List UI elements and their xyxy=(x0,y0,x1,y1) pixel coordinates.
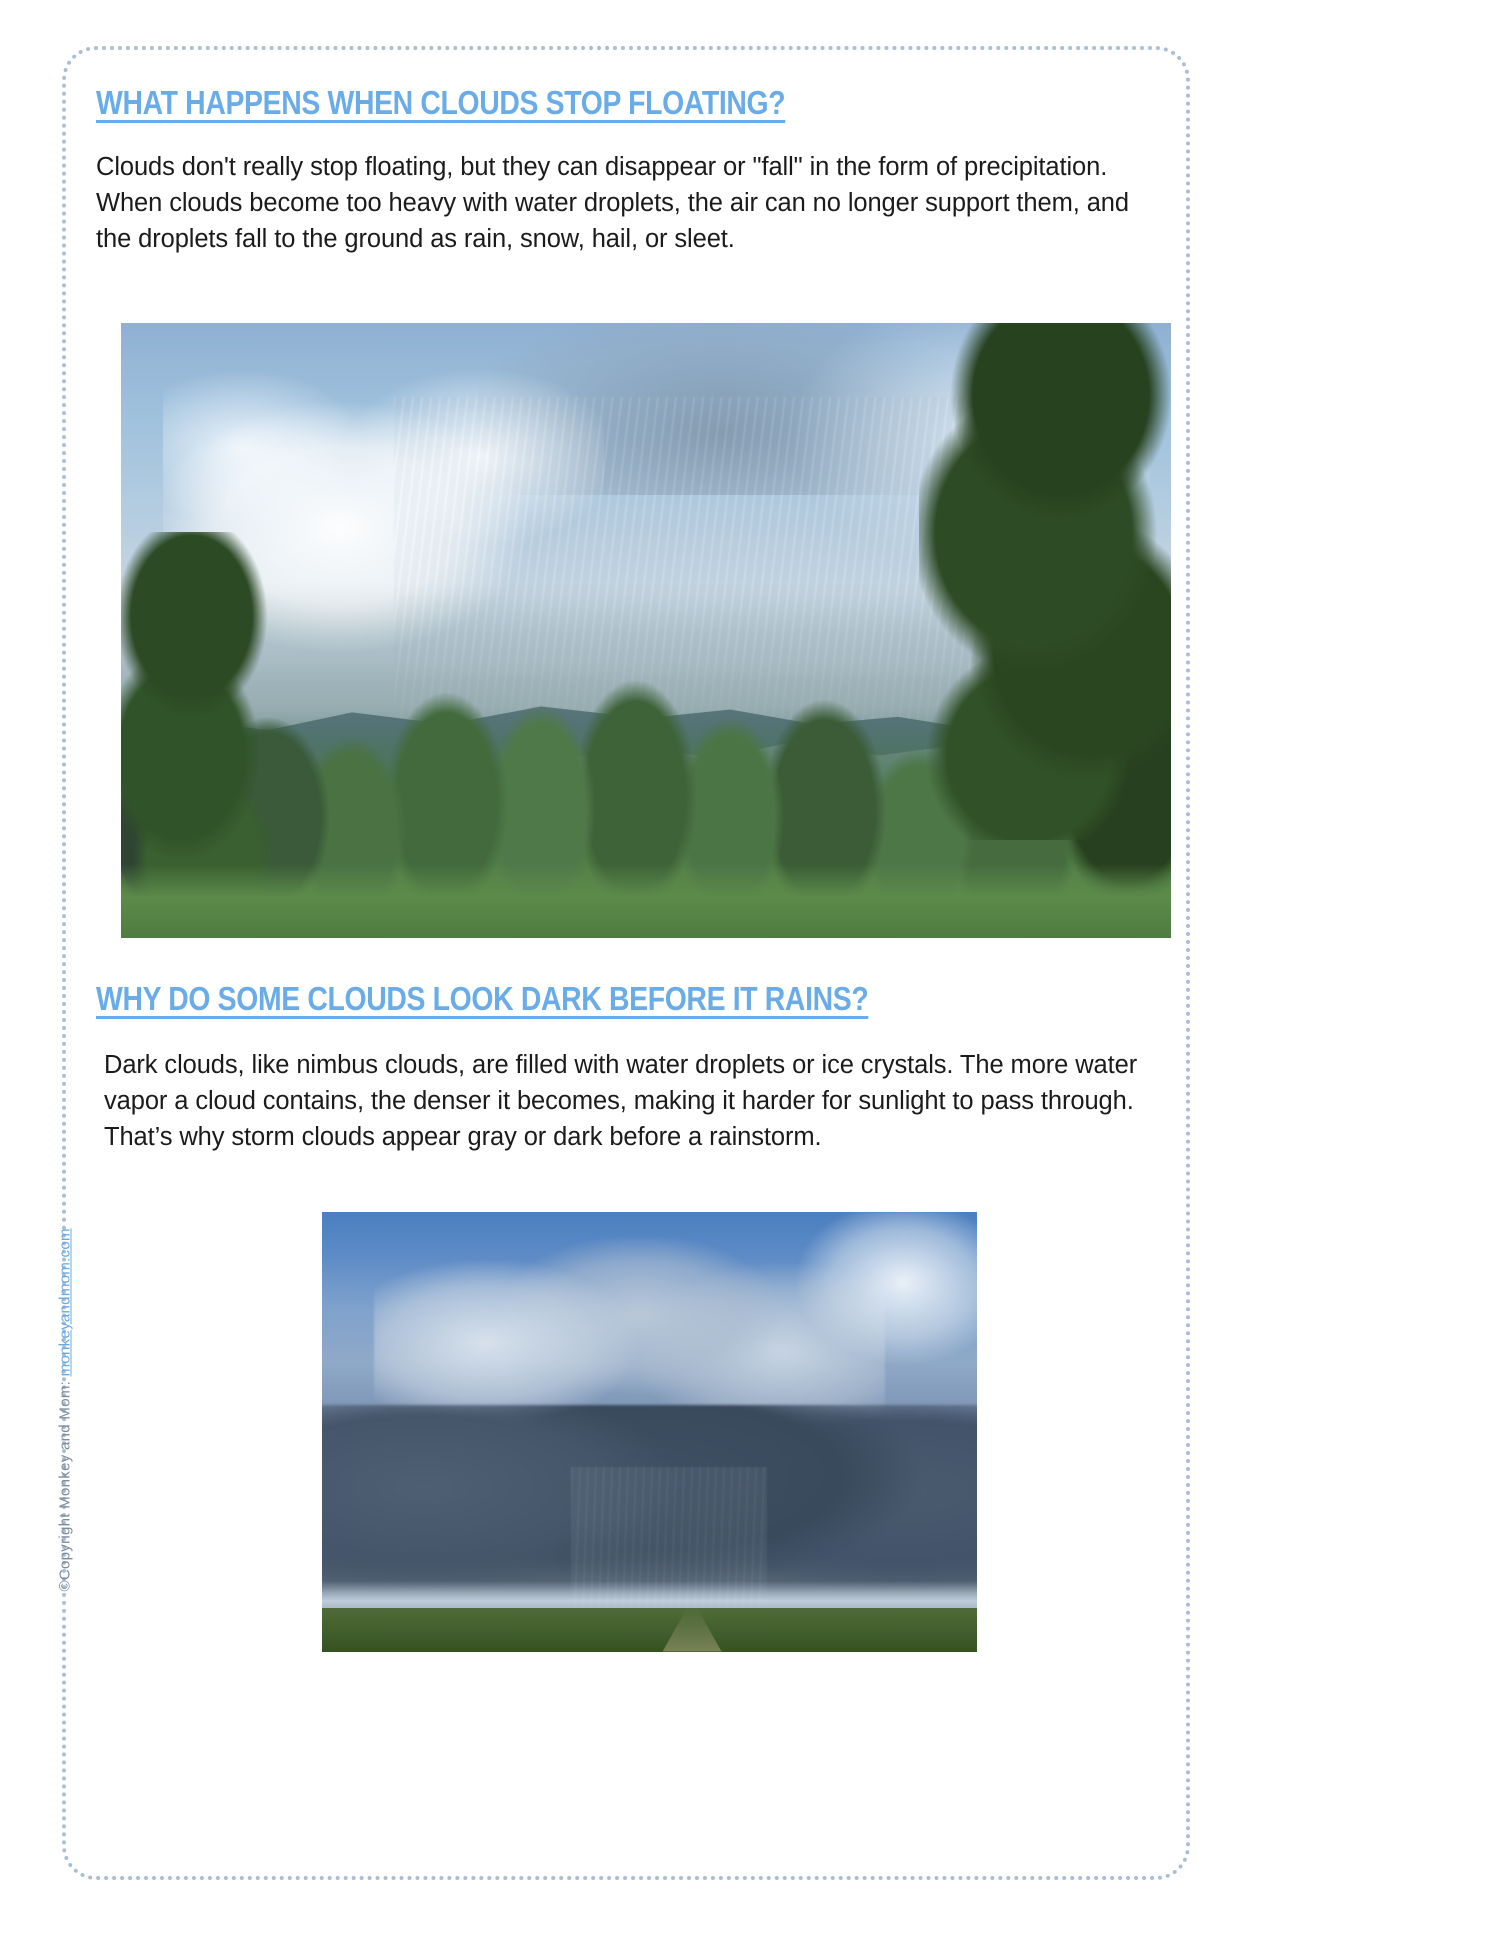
copyright-prefix: ©Copyright Monkey and Mom: xyxy=(56,1376,74,1592)
content-column xyxy=(96,86,1171,1652)
copyright-website-link[interactable]: monkeyandmom.com xyxy=(56,1228,74,1377)
photo2-green-field xyxy=(322,1608,977,1652)
copyright-notice xyxy=(57,1162,74,1592)
photo1-right-tree xyxy=(919,323,1171,840)
section-body-why-do-some-clouds-look-dark-before-it-rains: Dark clouds, like nimbus clouds, are filled with water droplets or ice crystals. The more water vapor a cloud contains, the denser it becomes, making it harder for sunlight to pass through. That’s why storm clouds appear gray or dark before a rainstorm. xyxy=(104,1050,1138,1152)
photo1-foreground-grass xyxy=(121,864,1171,938)
section-body-what-happens-when-clouds-stop-floating: Clouds don't really stop floating, but they can disappear or "fall" in the form of precipitation. When clouds become too heavy with water droplets, the air can no longer support them, and the droplets fall to the ground as rain, snow, hail, or sleet. xyxy=(96,152,1129,254)
photo1-left-tree xyxy=(121,532,279,913)
photo2-bright-cloud-edge xyxy=(741,1212,977,1388)
rain-over-forest-photo xyxy=(121,323,1171,938)
storm-cloud-over-field-photo xyxy=(322,1212,977,1652)
section-heading-what-happens-when-clouds-stop-floating: WHAT HAPPENS WHEN CLOUDS STOP FLOATING? xyxy=(96,84,786,121)
section-heading-why-do-some-clouds-look-dark-before-it-rains: WHY DO SOME CLOUDS LOOK DARK BEFORE IT RAINS? xyxy=(96,980,869,1018)
